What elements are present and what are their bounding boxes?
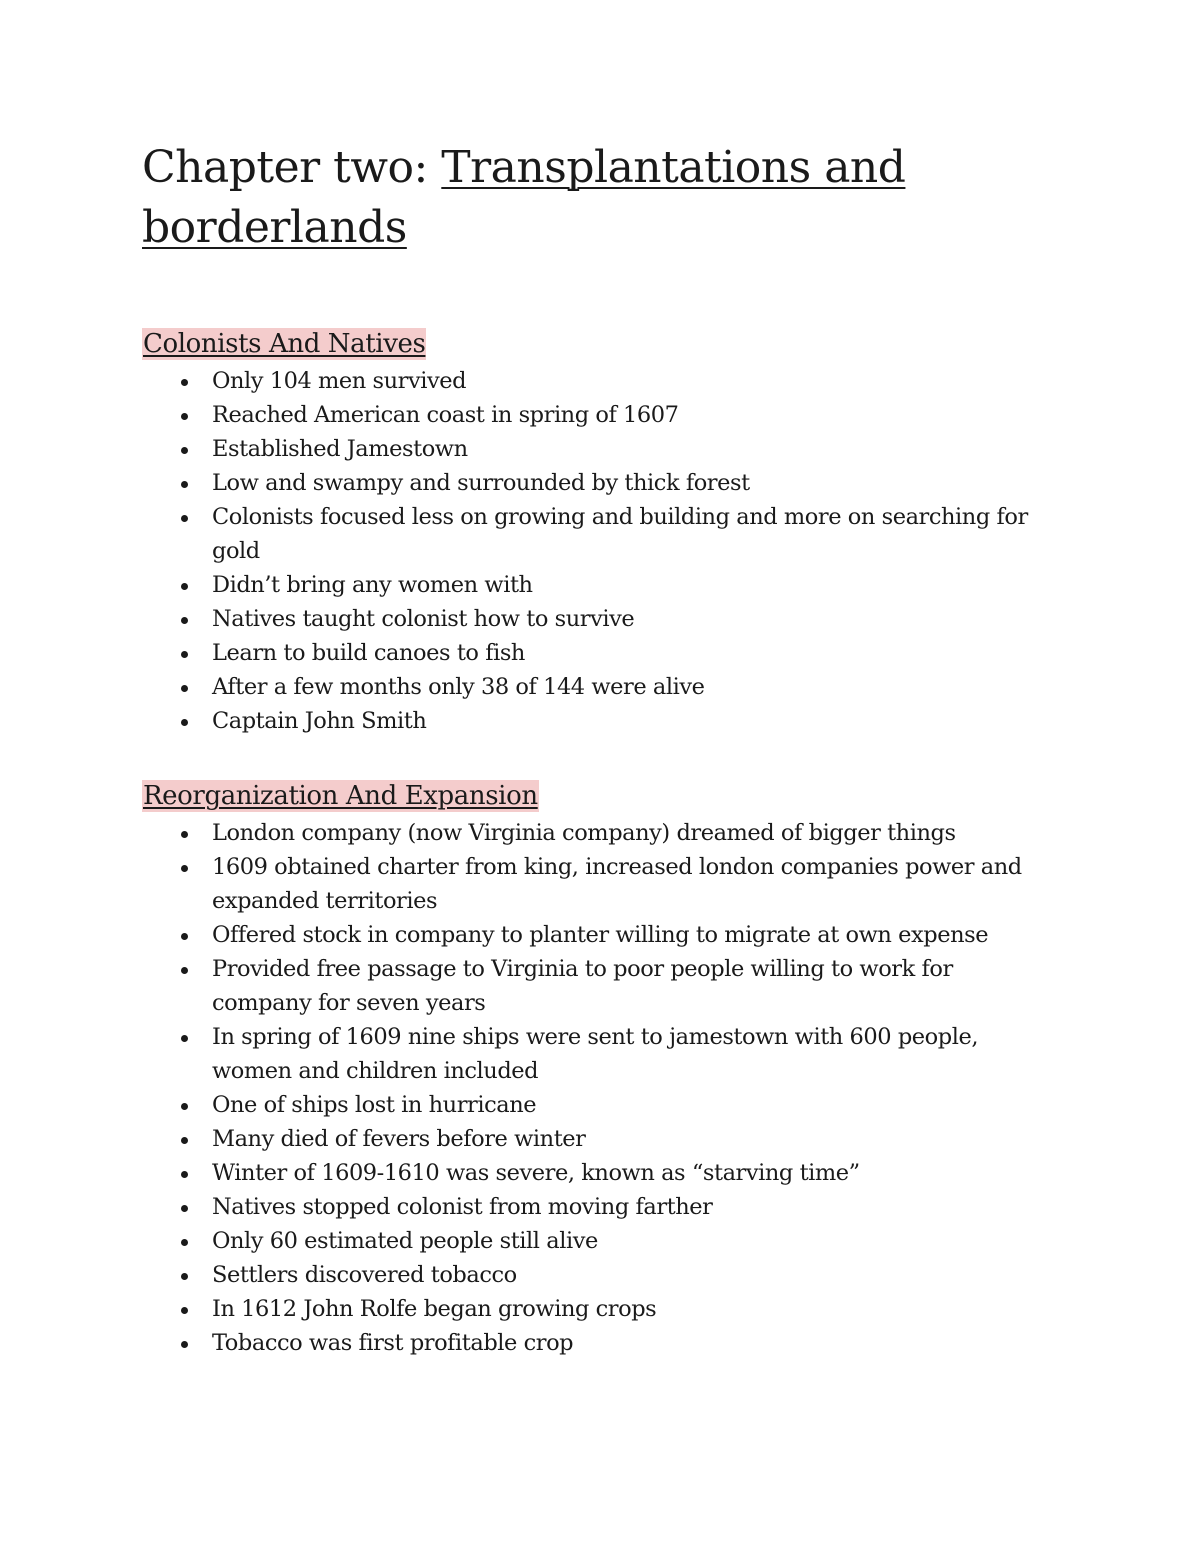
section-heading: Colonists And Natives <box>143 329 426 359</box>
list-item-text: In spring of 1609 nine ships were sent to jamestown with 600 people, women and children included <box>212 1024 979 1084</box>
list-item <box>142 670 1042 704</box>
list-item-text: Captain John Smith <box>212 708 427 734</box>
list-item <box>142 952 1042 1020</box>
list-item-text: Natives taught colonist how to survive <box>212 606 635 632</box>
bullet-icon <box>181 651 188 658</box>
bullet-list <box>142 816 1042 1360</box>
list-item <box>142 816 1042 850</box>
bullet-icon <box>181 1035 188 1042</box>
list-item-text: Low and swampy and surrounded by thick forest <box>212 470 750 496</box>
bullet-icon <box>181 685 188 692</box>
bullet-icon <box>181 1171 188 1178</box>
list-item-text: Reached American coast in spring of 1607 <box>212 402 679 428</box>
list-item <box>142 1156 1042 1190</box>
bullet-icon <box>181 1137 188 1144</box>
list-item <box>142 568 1042 602</box>
list-item-text: Only 60 estimated people still alive <box>212 1228 598 1254</box>
bullet-icon <box>181 1273 188 1280</box>
list-item <box>142 1020 1042 1088</box>
list-item <box>142 1190 1042 1224</box>
bullet-icon <box>181 379 188 386</box>
list-item-text: Offered stock in company to planter willing to migrate at own expense <box>212 922 989 948</box>
bullet-icon <box>181 617 188 624</box>
title-prefix: Chapter two: <box>142 142 442 193</box>
list-item-text: One of ships lost in hurricane <box>212 1092 537 1118</box>
list-item <box>142 636 1042 670</box>
bullet-icon <box>181 1205 188 1212</box>
list-item-text: London company (now Virginia company) dreamed of bigger things <box>212 820 956 846</box>
list-item-text: After a few months only 38 of 144 were alive <box>212 674 705 700</box>
list-item <box>142 466 1042 500</box>
list-item-text: In 1612 John Rolfe began growing crops <box>212 1296 657 1322</box>
list-item-text: Only 104 men survived <box>212 368 467 394</box>
bullet-icon <box>181 1341 188 1348</box>
list-item <box>142 364 1042 398</box>
section-colonists-and-natives <box>142 328 1042 738</box>
list-item <box>142 850 1042 918</box>
list-item <box>142 602 1042 636</box>
list-item <box>142 1258 1042 1292</box>
bullet-icon <box>181 481 188 488</box>
bullet-icon <box>181 865 188 872</box>
bullet-icon <box>181 413 188 420</box>
bullet-icon <box>181 583 188 590</box>
list-item-text: Established Jamestown <box>212 436 468 462</box>
list-item-text: Learn to build canoes to fish <box>212 640 525 666</box>
bullet-icon <box>181 967 188 974</box>
bullet-list <box>142 364 1042 738</box>
list-item <box>142 500 1042 568</box>
bullet-icon <box>181 1103 188 1110</box>
bullet-icon <box>181 1307 188 1314</box>
section-reorganization-and-expansion <box>142 780 1042 1360</box>
list-item <box>142 1088 1042 1122</box>
list-item <box>142 1224 1042 1258</box>
list-item <box>142 704 1042 738</box>
document-page <box>142 138 1042 1360</box>
bullet-icon <box>181 719 188 726</box>
title-underlined: Transplantations and borderlands <box>142 142 906 253</box>
bullet-icon <box>181 933 188 940</box>
bullet-icon <box>181 447 188 454</box>
bullet-icon <box>181 831 188 838</box>
list-item-text: Winter of 1609-1610 was severe, known as “starving time” <box>212 1160 860 1186</box>
bullet-icon <box>181 1239 188 1246</box>
list-item <box>142 1292 1042 1326</box>
list-item-text: Didn’t bring any women with <box>212 572 533 598</box>
bullet-icon <box>181 515 188 522</box>
section-heading: Reorganization And Expansion <box>143 781 538 811</box>
list-item-text: Natives stopped colonist from moving farther <box>212 1194 713 1220</box>
list-item-text: Colonists focused less on growing and building and more on searching for gold <box>212 504 1028 564</box>
list-item <box>142 432 1042 466</box>
list-item <box>142 1326 1042 1360</box>
list-item-text: 1609 obtained charter from king, increased london companies power and expanded territories <box>212 854 1022 914</box>
list-item-text: Tobacco was first profitable crop <box>212 1330 574 1356</box>
list-item-text: Settlers discovered tobacco <box>212 1262 517 1288</box>
list-item <box>142 918 1042 952</box>
page-title <box>142 138 1042 258</box>
list-item <box>142 398 1042 432</box>
list-item-text: Many died of fevers before winter <box>212 1126 586 1152</box>
list-item-text: Provided free passage to Virginia to poor people willing to work for company for seven years <box>212 956 953 1016</box>
list-item <box>142 1122 1042 1156</box>
